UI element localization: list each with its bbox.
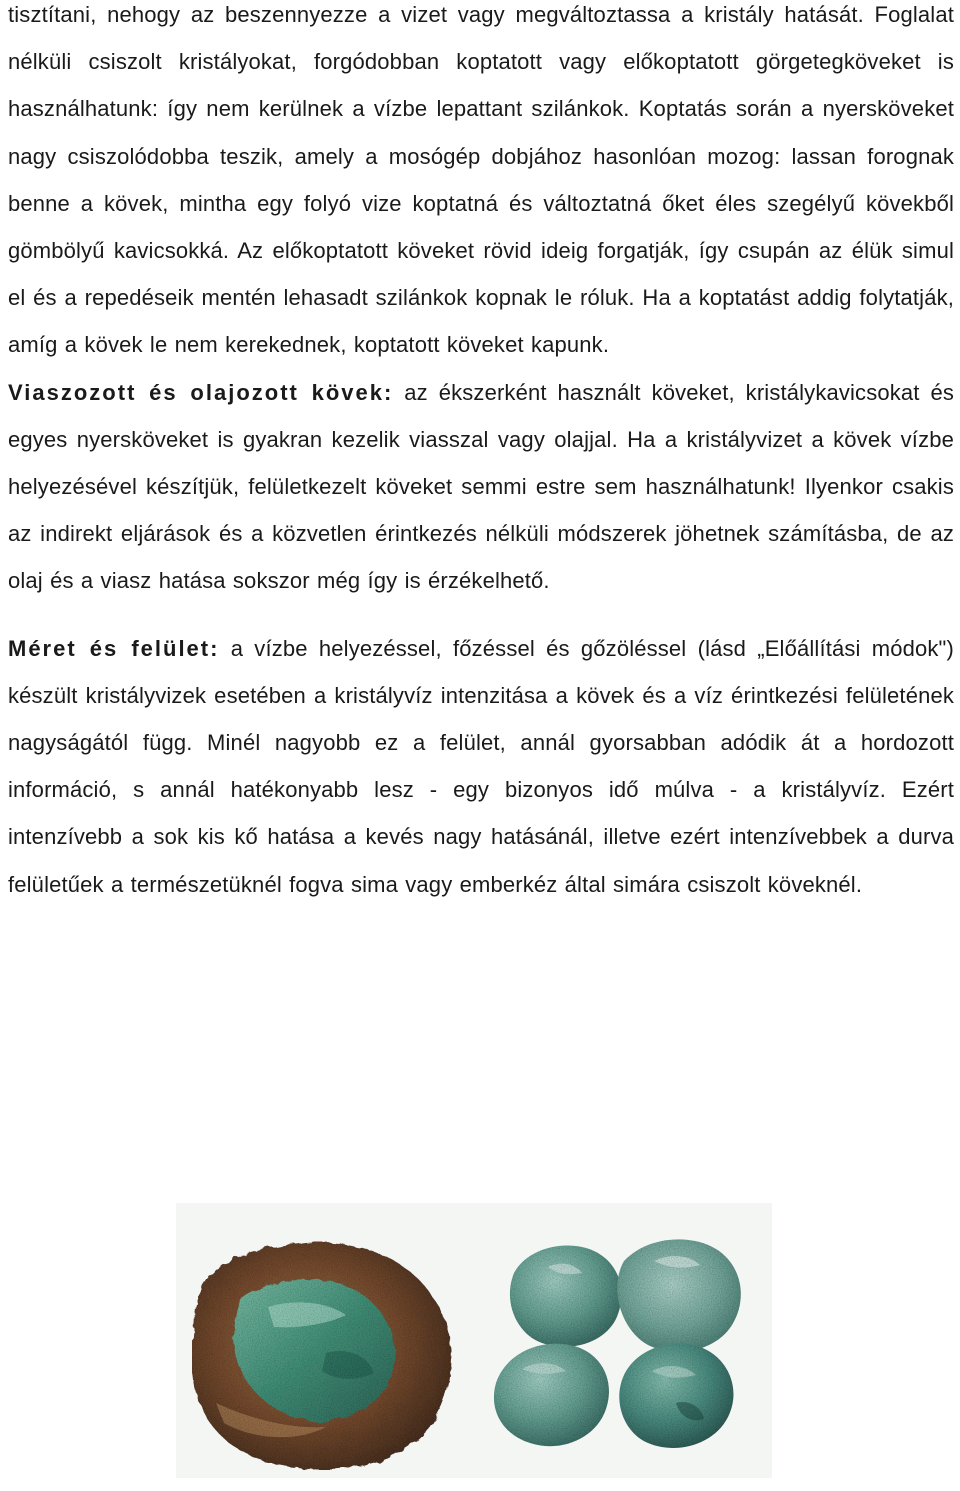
stones-illustration (176, 1203, 772, 1478)
paragraph-lead: Viaszozott és olajozott kövek: (8, 379, 394, 405)
paragraph-waxed-oiled-stones (8, 369, 954, 605)
tumbled-stones (494, 1239, 741, 1448)
paragraph-text: az ékszerként használt köveket, kristálykavicsokat és egyes nyersköveket is gyakran kezelik viasszal vagy olajjal. Ha a kristályvizet a kövek vízbe helyezésével készítjük, felületkezelt köveket semmi estre sem használhatunk! Ilyenkor csakis az indirekt eljárások és a közvetlen érintkezés nélküli módszerek jöhetnek számításba, de az olaj és a viasz hatása sokszor még így is érzékelhető. (8, 379, 954, 594)
stones-photo (176, 1203, 772, 1478)
paragraph-text: tisztítani, nehogy az beszennyezze a vizet vagy megváltoztassa a kristály hatását. Foglalat nélküli csiszolt kristályokat, forgódobban koptatott vagy előkoptatott görgetegköveket is használhatunk: így nem kerülnek a vízbe lepattant szilánkok. Koptatás során a nyersköveket nagy csiszolódobba teszik, amely a mosógép dobjához hasonlóan mozog: lassan forognak benne a kövek, mintha egy folyó vize koptatná és változtatná őket éles szegélyű kövekből gömbölyű kavicsokká. Az előkoptatott köveket rövid ideig forgatják, így csupán az élük simul el és a repedéseik mentén lehasadt szilánkok kopnak le róluk. Ha a koptatást addig folytatják, amíg a kövek le nem kerekednek, koptatott köveket kapunk. (8, 2, 954, 358)
paragraph-text: a vízbe helyezéssel, főzéssel és gőzöléssel (lásd „Előállítási módok") készült kristályvizek esetében a kristályvíz intenzitása a kövek és a víz érintkezési felületének nagyságától függ. Minél nagyobb ez a felület, annál gyorsabban adódik át a hordozott információ, s annál hatékonyabb lesz - egy bizonyos idő múlva - a kristályvíz. Ezért intenzívebb a sok kis kő hatása a kevés nagy hatásánál, illetve ezért intenzívebbek a durva felületűek a természetüknél fogva sima vagy emberkéz által simára csiszolt köveknél. (8, 635, 954, 897)
document-page (8, 0, 954, 908)
paragraph-tumbled-stones (8, 0, 954, 369)
paragraph-size-surface (8, 625, 954, 908)
rough-stone (192, 1242, 451, 1470)
paragraph-lead: Méret és felület: (8, 635, 220, 661)
